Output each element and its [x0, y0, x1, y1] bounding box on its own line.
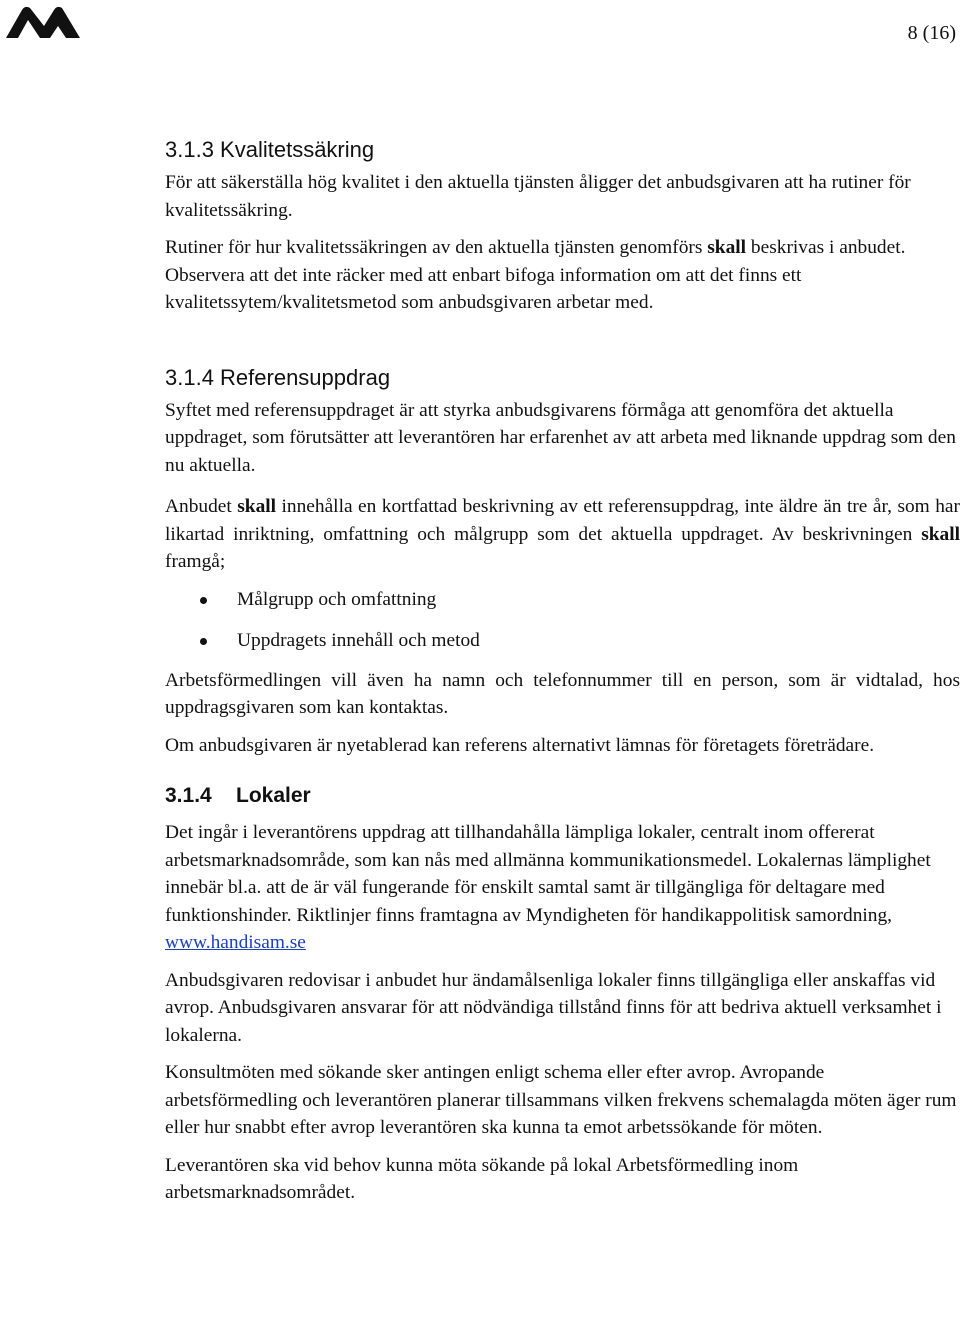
paragraph: Konsultmöten med sökande sker antingen enligt schema eller efter avrop. Avropande arbetsförmedling och leverantören planerar tillsammans vilken frekvens schemalagda möten äger rum eller hur snabbt efter avrop leverantören ska kunna ta emot arbetssökande för möten. — [165, 1062, 957, 1138]
handisam-link[interactable]: www.handisam.se — [165, 932, 306, 953]
paragraph: För att säkerställa hög kvalitet i den aktuella tjänsten åligger det anbudsgivaren att ha rutiner för kvalitetssäkring. — [165, 172, 911, 221]
paragraph: Anbudet skall innehålla en kortfattad beskrivning av ett referensuppdrag, inte äldre än tre år, som har likartad inriktning, omfattning och målgrupp som det aktuella uppdraget. Av beskrivningen skall framgå; — [165, 496, 960, 572]
paragraph: Rutiner för hur kvalitetssäkringen av den aktuella tjänsten genomförs skall beskrivas i anbudet. Observera att det inte räcker med att enbart bifoga information om att det finns ett kvalitetssytem/kvalitetsmetod som anbudsgivaren arbetar med. — [165, 237, 906, 313]
bullet-list — [165, 586, 960, 655]
bullet-icon — [200, 597, 207, 604]
list-item: Målgrupp och omfattning — [165, 586, 960, 614]
af-logo — [4, 4, 82, 40]
heading-kvalitetssakring: 3.1.3 Kvalitetssäkring — [165, 137, 375, 162]
paragraph: Anbudsgivaren redovisar i anbudet hur ändamålsenliga lokaler finns tillgängliga eller anskaffas vid avrop. Anbudsgivaren ansvarar för att nödvändiga tillstånd finns för att bedriva aktuell verksamhet i lokalerna. — [165, 969, 942, 1046]
paragraph: Syftet med referensuppdraget är att styrka anbudsgivarens förmåga att genomföra det aktuella uppdraget, som förutsätter att leverantören har erfarenhet av att arbeta med liknande uppdrag som den nu aktuella. — [165, 399, 956, 476]
paragraph: Leverantören ska vid behov kunna möta sökande på lokal Arbetsförmedling inom arbetsmarknadsområdet. — [165, 1154, 799, 1203]
heading-referensuppdrag: 3.1.4 Referensuppdrag — [165, 364, 391, 390]
document-body — [165, 135, 960, 1207]
bullet-icon — [200, 638, 207, 645]
paragraph: Arbetsförmedlingen vill även ha namn och telefonnummer till en person, som är vidtalad, hos uppdragsgivaren som kan kontaktas. — [165, 669, 960, 718]
page-number: 8 (16) — [907, 22, 956, 44]
paragraph: Om anbudsgivaren är nyetablerad kan referens alternativt lämnas för företagets företrädare. — [165, 734, 875, 756]
heading-lokaler: 3.1.4 Lokaler — [165, 784, 311, 807]
list-item: Uppdragets innehåll och metod — [165, 627, 960, 655]
paragraph: Det ingår i leverantörens uppdrag att tillhandahålla lämpliga lokaler, centralt inom offererat arbetsmarknadsområde, som kan nås med allmänna kommunikationsmedel. Lokalernas lämplighet innebär bl.a. att de är väl fungerande för enskilt samtal samt är tillgängliga för deltagare med funktionshinder. Riktlinjer finns framtagna av Myndigheten för handikappolitisk samordning, www.handisam.se — [165, 822, 931, 953]
